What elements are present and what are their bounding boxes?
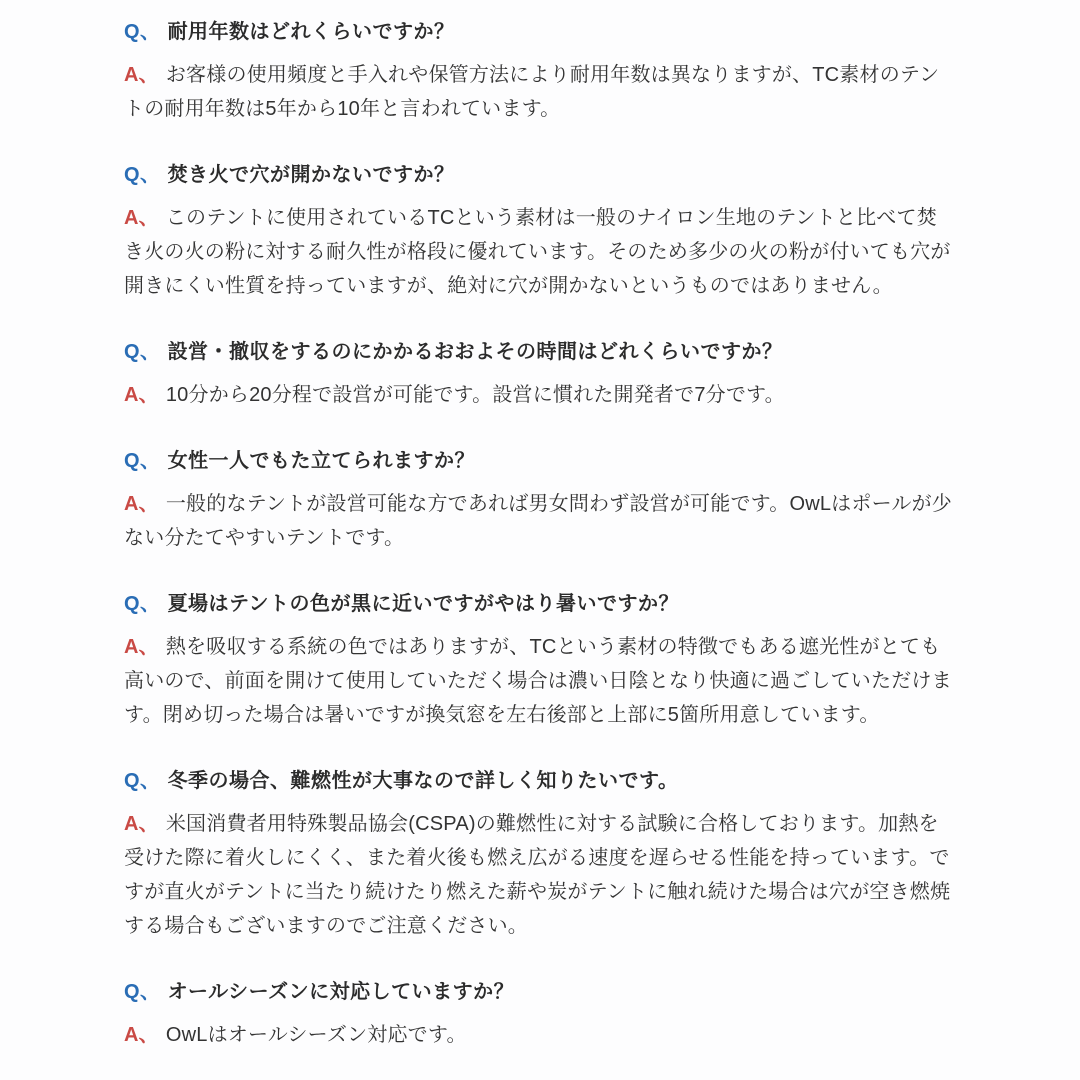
- answer-text: 10分から20分程で設営が可能です。設営に慣れた開発者で7分です。: [165, 384, 785, 406]
- question-text: 女性一人でもた立てられますか？: [167, 450, 476, 472]
- faq-question-row: [124, 335, 956, 369]
- answer-label: A、: [124, 813, 159, 835]
- question-text: 焚き火で穴が開かないですか？: [167, 164, 455, 186]
- faq-answer-row: [124, 630, 956, 732]
- question-text: 冬季の場合、難燃性が大事なので詳しく知りたいです。: [167, 770, 679, 792]
- faq-item: [124, 15, 956, 126]
- answer-text: OwLはオールシーズン対応です。: [165, 1024, 467, 1046]
- question-label: Q、: [124, 450, 161, 472]
- faq-answer-row: [124, 807, 956, 943]
- faq-answer-row: [124, 1018, 956, 1052]
- faq-item: [124, 335, 956, 412]
- question-label: Q、: [124, 593, 161, 615]
- question-text: 耐用年数はどれくらいですか？: [167, 21, 455, 43]
- answer-text: 一般的なテントが設営可能な方であれば男女問わず設営が可能です。OwLはポールが少ない分たてやすいテントです。: [124, 493, 952, 549]
- answer-text: 熱を吸収する系統の色ではありますが、TCという素材の特徴でもある遮光性がとても高いので、前面を開けて使用していただく場合は濃い日陰となり快適に過ごしていただけます。閉め切った場合は暑いですが換気窓を左右後部と上部に5箇所用意しています。: [124, 636, 952, 726]
- faq-item: [124, 764, 956, 943]
- answer-label: A、: [124, 493, 159, 515]
- answer-text: このテントに使用されているTCという素材は一般のナイロン生地のテントと比べて焚き火の火の粉に対する耐久性が格段に優れています。そのため多少の火の粉が付いても穴が開きにくい性質を持っていますが、絶対に穴が開かないというものではありません。: [124, 207, 951, 297]
- question-label: Q、: [124, 21, 161, 43]
- answer-label: A、: [124, 636, 159, 658]
- answer-label: A、: [124, 64, 159, 86]
- question-text: オールシーズンに対応していますか？: [167, 981, 515, 1003]
- faq-question-row: [124, 764, 956, 798]
- faq-question-row: [124, 975, 956, 1009]
- faq-answer-row: [124, 58, 956, 126]
- question-text: 夏場はテントの色が黒に近いですがやはり暑いですか？: [167, 593, 680, 615]
- faq-answer-row: [124, 378, 956, 412]
- question-text: 設営・撤収をするのにかかるおおよその時間はどれくらいですか？: [167, 341, 783, 363]
- faq-item: [124, 158, 956, 303]
- faq-question-row: [124, 15, 956, 49]
- question-label: Q、: [124, 981, 161, 1003]
- question-label: Q、: [124, 164, 161, 186]
- answer-label: A、: [124, 384, 159, 406]
- answer-label: A、: [124, 1024, 159, 1046]
- faq-item: [124, 444, 956, 555]
- faq-question-row: [124, 158, 956, 192]
- faq-item: [124, 975, 956, 1052]
- answer-text: 米国消費者用特殊製品協会(CSPA)の難燃性に対する試験に合格しております。加熱を受けた際に着火しにくく、また着火後も燃え広がる速度を遅らせる性能を持っています。ですが直火がテントに当たり続けたり燃えた薪や炭がテントに触れ続けた場合は穴が空き燃焼する場合もございますのでご注意ください。: [124, 813, 951, 937]
- faq-question-row: [124, 444, 956, 478]
- faq-question-row: [124, 587, 956, 621]
- answer-text: お客様の使用頻度と手入れや保管方法により耐用年数は異なりますが、TC素材のテントの耐用年数は5年から10年と言われています。: [124, 64, 940, 120]
- faq-list: [124, 15, 956, 1052]
- faq-answer-row: [124, 487, 956, 555]
- answer-label: A、: [124, 207, 159, 229]
- faq-answer-row: [124, 201, 956, 303]
- question-label: Q、: [124, 770, 161, 792]
- faq-item: [124, 587, 956, 732]
- question-label: Q、: [124, 341, 161, 363]
